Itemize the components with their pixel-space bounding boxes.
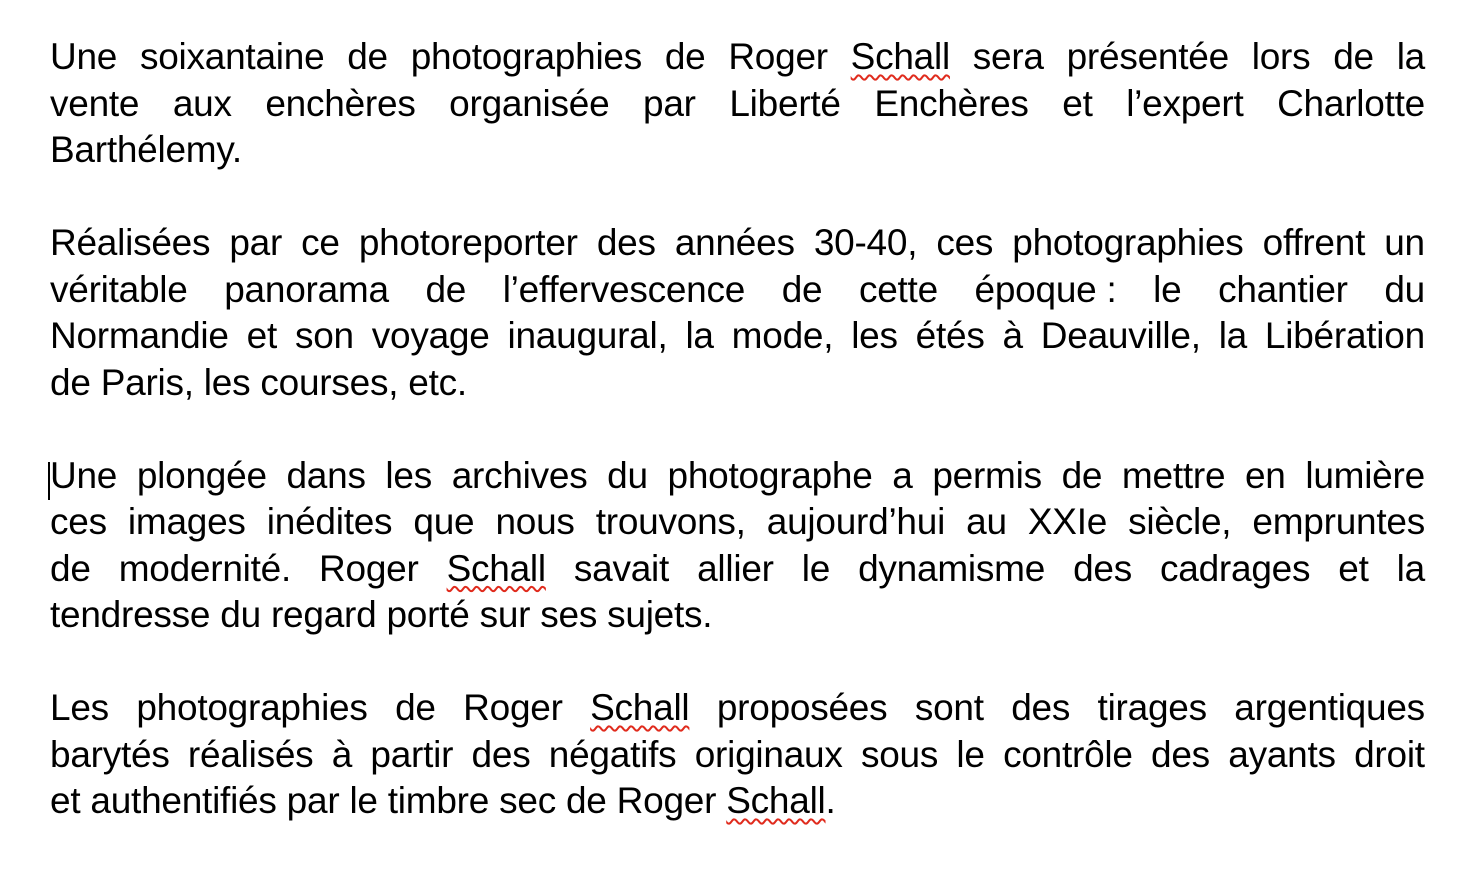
word: trouvons,	[595, 501, 746, 542]
word: siècle,	[1128, 501, 1232, 542]
document-text-area[interactable]	[50, 34, 1425, 825]
word: de	[781, 268, 823, 310]
word: et	[1338, 547, 1369, 589]
word: enchères	[265, 82, 416, 124]
word: par	[643, 82, 696, 124]
word: etc.	[408, 361, 467, 403]
word: savait	[573, 547, 670, 589]
word: partir	[370, 733, 454, 775]
word: 30-40,	[813, 222, 918, 263]
word: sec	[499, 780, 556, 821]
word: plongée	[136, 454, 267, 496]
word: modernité.	[118, 547, 291, 589]
word: photographies	[410, 36, 642, 77]
word: époque :	[974, 268, 1117, 310]
word: négatifs	[548, 733, 677, 775]
text-line[interactable]	[50, 453, 1425, 500]
word: Libération	[1264, 315, 1425, 356]
word: Une	[50, 454, 118, 496]
word: nous	[495, 501, 575, 542]
word: par	[229, 222, 283, 263]
word: des	[471, 733, 531, 775]
word: de	[1333, 36, 1374, 77]
text-line[interactable]	[50, 313, 1425, 360]
word: la	[1218, 315, 1247, 356]
word: ces	[50, 501, 107, 542]
text-line[interactable]	[50, 34, 1425, 81]
word: et	[246, 315, 278, 356]
text-line[interactable]	[50, 499, 1425, 546]
word: du	[220, 594, 261, 635]
misspelled-word: Schall	[726, 780, 826, 821]
word: les	[385, 454, 432, 496]
word: aux	[172, 82, 232, 124]
word: au	[966, 501, 1007, 542]
word: photographe	[667, 454, 873, 496]
word: de	[50, 361, 91, 403]
word: a	[892, 454, 913, 496]
word: contrôle	[1003, 733, 1133, 775]
word: argentiques	[1234, 687, 1425, 728]
word: et	[50, 780, 81, 821]
word: regard	[270, 594, 377, 635]
word: la	[685, 315, 714, 356]
word: de	[347, 36, 388, 77]
word: de	[1061, 454, 1103, 496]
word: cette	[858, 268, 938, 310]
word: le	[956, 733, 985, 775]
word: barytés	[50, 733, 170, 775]
word: vente	[50, 82, 140, 124]
word: mode,	[731, 315, 834, 356]
word: Roger	[728, 36, 828, 77]
word: Une	[50, 36, 118, 77]
blank-line	[50, 639, 1425, 686]
word: chantier	[1218, 268, 1348, 310]
word: sont	[914, 687, 984, 728]
word: sera	[972, 36, 1044, 77]
word: des	[1151, 733, 1210, 775]
word: du	[607, 454, 648, 496]
word: tirages	[1097, 687, 1207, 728]
word: sur	[479, 594, 531, 635]
word: les	[203, 361, 251, 403]
word: en	[1244, 454, 1286, 496]
word: le	[801, 547, 831, 589]
blank-line	[50, 406, 1425, 453]
word: ses	[540, 594, 598, 635]
word: photoreporter	[358, 222, 578, 263]
word: mettre	[1121, 454, 1226, 496]
word: Deauville,	[1040, 315, 1201, 356]
word: le	[1153, 268, 1182, 310]
word: années	[674, 222, 795, 263]
word: Roger	[463, 687, 563, 728]
word: photographies	[1012, 222, 1244, 263]
word: Liberté	[729, 82, 841, 124]
word: de	[664, 36, 706, 77]
word: courses,	[260, 361, 399, 403]
word: son	[294, 315, 354, 356]
word: des	[1073, 547, 1132, 589]
word	[851, 34, 950, 81]
word: ayants	[1228, 733, 1336, 775]
word: un	[1384, 222, 1425, 263]
word: proposées	[716, 687, 888, 728]
word: permis	[932, 454, 1042, 496]
word: de	[50, 547, 91, 589]
word: de	[395, 687, 436, 728]
word: lumière	[1305, 454, 1425, 496]
word: dynamisme	[858, 547, 1046, 589]
word: ces	[936, 222, 994, 263]
misspelled-word: Schall	[850, 36, 950, 77]
word: la	[1396, 36, 1425, 77]
text-line[interactable]	[50, 592, 1425, 639]
word: le	[349, 780, 378, 821]
word: ce	[301, 222, 340, 263]
word: des	[1011, 687, 1071, 728]
word: soixantaine	[139, 36, 325, 77]
text-line[interactable]	[50, 81, 1425, 128]
text-line[interactable]	[50, 267, 1425, 314]
word: images	[127, 501, 246, 542]
word: Réalisées	[50, 222, 211, 263]
word: que	[413, 501, 475, 542]
word: de	[425, 268, 467, 310]
word: cadrages	[1160, 547, 1311, 589]
word: allier	[697, 547, 774, 589]
word: Charlotte	[1277, 82, 1425, 124]
word: Schall.	[726, 780, 836, 821]
misspelled-word: Schall	[446, 547, 546, 589]
word: empruntes	[1252, 501, 1425, 542]
word: Roger	[616, 780, 717, 821]
word: sujets.	[607, 594, 713, 635]
text-line[interactable]	[50, 546, 1425, 593]
word: présentée	[1066, 36, 1229, 77]
word: droit	[1354, 733, 1425, 775]
word: porté	[386, 594, 470, 635]
word: Paris,	[100, 361, 194, 403]
word: inaugural,	[507, 315, 668, 356]
word: l’expert	[1126, 82, 1244, 124]
text-line[interactable]	[50, 220, 1425, 267]
word	[447, 546, 546, 593]
word: panorama	[224, 268, 389, 310]
word: la	[1396, 547, 1425, 589]
word: étés	[915, 315, 985, 356]
word: organisée	[449, 82, 610, 124]
text-line[interactable]	[50, 685, 1425, 732]
word: de	[565, 780, 607, 821]
word: archives	[451, 454, 588, 496]
word: dans	[286, 454, 366, 496]
word: Roger	[319, 547, 419, 589]
word: les	[851, 315, 898, 356]
word: et	[1062, 82, 1093, 124]
word: véritable	[50, 268, 188, 310]
word: du	[1384, 268, 1425, 310]
text-line[interactable]	[50, 778, 1425, 825]
text-line[interactable]	[50, 127, 1425, 174]
word: par	[286, 780, 340, 821]
word: sous	[860, 733, 939, 775]
word: des	[596, 222, 656, 263]
text-line[interactable]	[50, 732, 1425, 779]
word: tendresse	[50, 594, 211, 635]
misspelled-word: Schall	[590, 687, 690, 728]
word: photographies	[136, 687, 368, 728]
word: Enchères	[874, 82, 1029, 124]
word: lors	[1251, 36, 1311, 77]
word: voyage	[371, 315, 490, 356]
text-line[interactable]	[50, 360, 1425, 407]
word: Normandie	[50, 315, 229, 356]
word: timbre	[387, 780, 490, 821]
word: à	[1002, 315, 1023, 356]
word: offrent	[1262, 222, 1366, 263]
word: originaux	[694, 733, 843, 775]
text-cursor	[48, 462, 50, 500]
word: authentifiés	[90, 780, 277, 821]
word: inédites	[266, 501, 393, 542]
blank-line	[50, 174, 1425, 221]
word: Les	[50, 687, 109, 728]
word	[590, 685, 689, 732]
word: XXIe	[1027, 501, 1108, 542]
word: réalisés	[187, 733, 314, 775]
word: à	[331, 733, 353, 775]
word: Barthélemy.	[50, 129, 242, 170]
word: l’effervescence	[502, 268, 746, 310]
word: aujourd’hui	[766, 501, 946, 542]
